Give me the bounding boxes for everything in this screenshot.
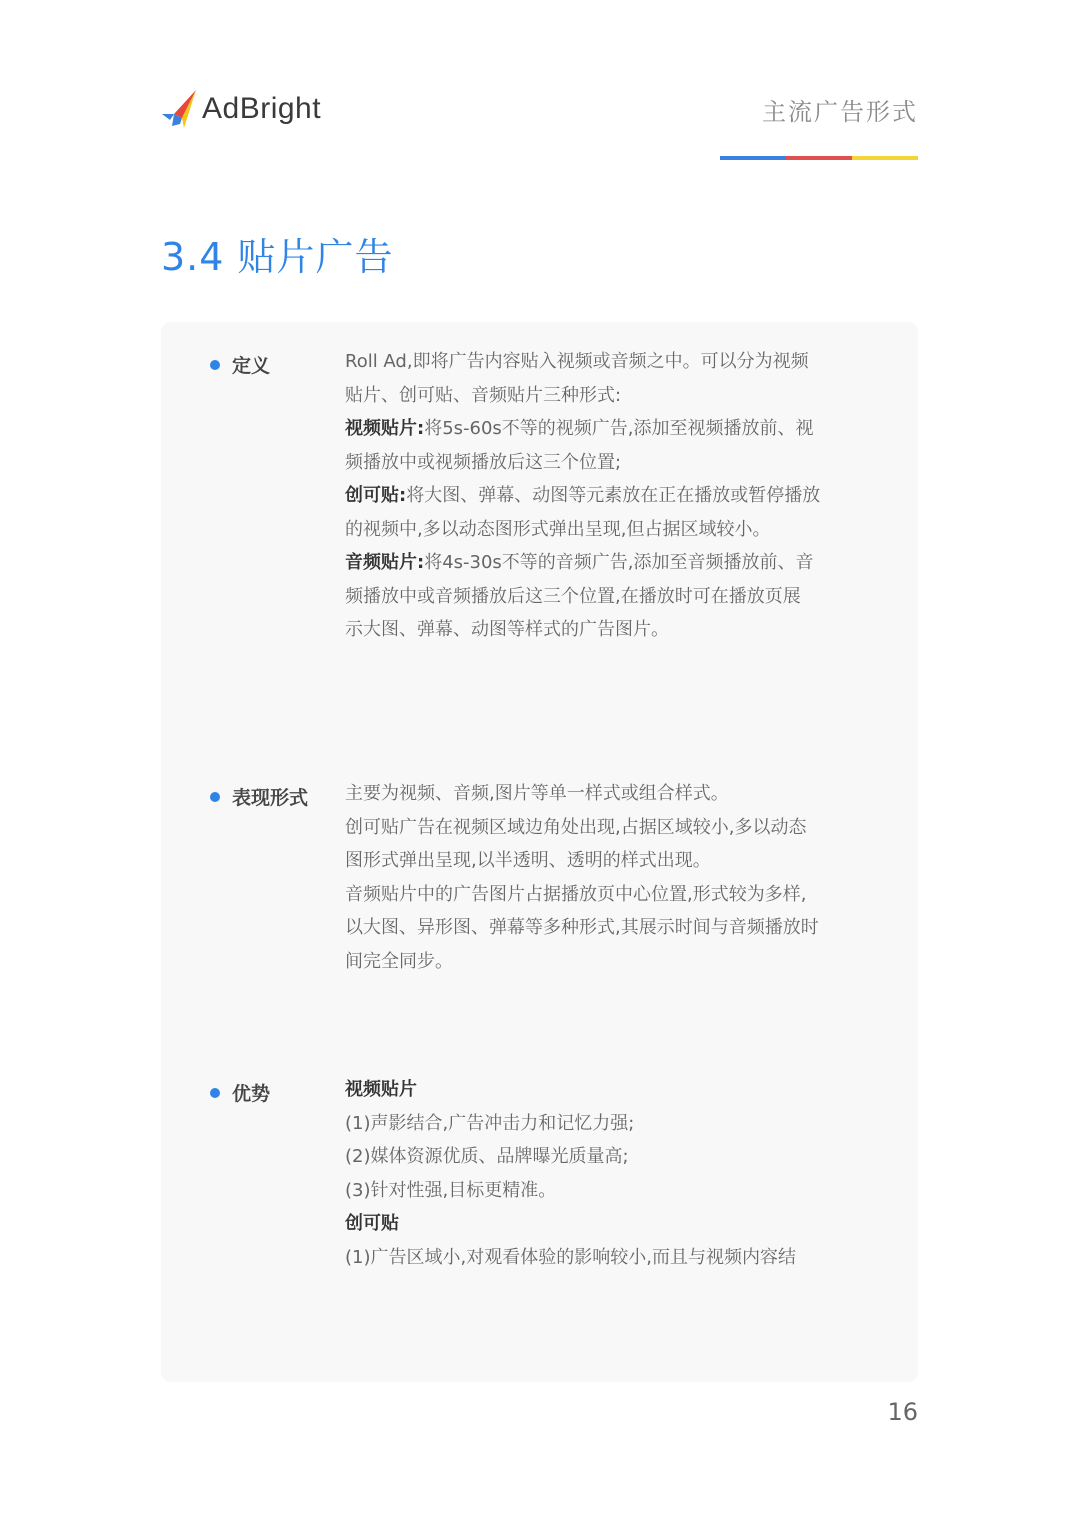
body-line-text: 频播放中或音频播放后这三个位置,在播放时可在播放页展 [345,585,801,607]
body-line-text: 间完全同步。 [345,950,453,972]
body-line-text: 频播放中或视频播放后这三个位置; [345,451,622,473]
bullet-dot-icon [210,360,220,370]
body-line-text: 音频贴片中的广告图片占据播放页中心位置,形式较为多样, [345,883,807,905]
body-line-text: Roll Ad,即将广告内容贴入视频或音频之中。可以分为视频 [345,351,809,372]
body-line-text: 主要为视频、音频,图片等单一样式或组合样式。 [345,783,729,804]
body-line-text: (2)媒体资源优质、品牌曝光质量高; [345,1146,629,1167]
brand-name: AdBright [202,92,322,125]
body-line-lead: 创可贴: [345,485,407,506]
page-title: 3.4 贴片广告 [161,235,394,279]
brand-logo [160,88,321,130]
color-bar-blue [720,156,786,160]
body-line-text: 贴片、创可贴、音频贴片三种形式: [345,384,622,406]
body-line-lead: 视频贴片 [345,1079,417,1100]
section-heading: 表现形式 [232,787,309,809]
color-bar-yellow [852,156,918,160]
section-label: 主流广告形式 [762,98,918,126]
bullet-dot-icon [210,792,220,802]
section-heading: 优势 [232,1083,271,1105]
body-line-text: (3)针对性强,目标更精准。 [345,1179,557,1201]
body-line-lead: 创可贴 [345,1213,399,1234]
section-body [345,351,865,653]
bullet-dot-icon [210,1088,220,1098]
section-body [345,783,865,984]
body-line [345,1236,865,1281]
body-line-text: 图形式弹出呈现,以半透明、透明的样式出现。 [345,850,711,871]
body-line-text: 以大图、异形图、弹幕等多种形式,其展示时间与音频播放时 [345,917,819,938]
body-line-text: 将5s-60s不等的视频广告,添加至视频播放前、视 [424,418,814,439]
body-line-text: 将4s-30s不等的音频广告,添加至音频播放前、音 [424,552,814,573]
section-heading: 定义 [232,355,271,377]
body-line-text: (1)声影结合,广告冲击力和记忆力强; [345,1112,635,1134]
rocket-icon [160,88,198,130]
color-bar-red [786,156,852,160]
body-line-text: 将大图、弹幕、动图等元素放在正在播放或暂停播放 [406,485,821,506]
color-bar [720,156,918,160]
section-body [345,1079,865,1280]
body-line-text: 的视频中,多以动态图形式弹出呈现,但占据区域较小。 [345,518,771,540]
body-line-text: 示大图、弹幕、动图等样式的广告图片。 [345,619,669,640]
body-line-text: (1)广告区域小,对观看体验的影响较小,而且与视频内容结 [345,1246,796,1268]
page-number: 16 [887,1398,918,1426]
body-line-lead: 音频贴片: [345,552,425,573]
body-line-lead: 视频贴片: [345,418,425,439]
body-line-text: 创可贴广告在视频区域边角处出现,占据区域较小,多以动态 [345,816,807,838]
